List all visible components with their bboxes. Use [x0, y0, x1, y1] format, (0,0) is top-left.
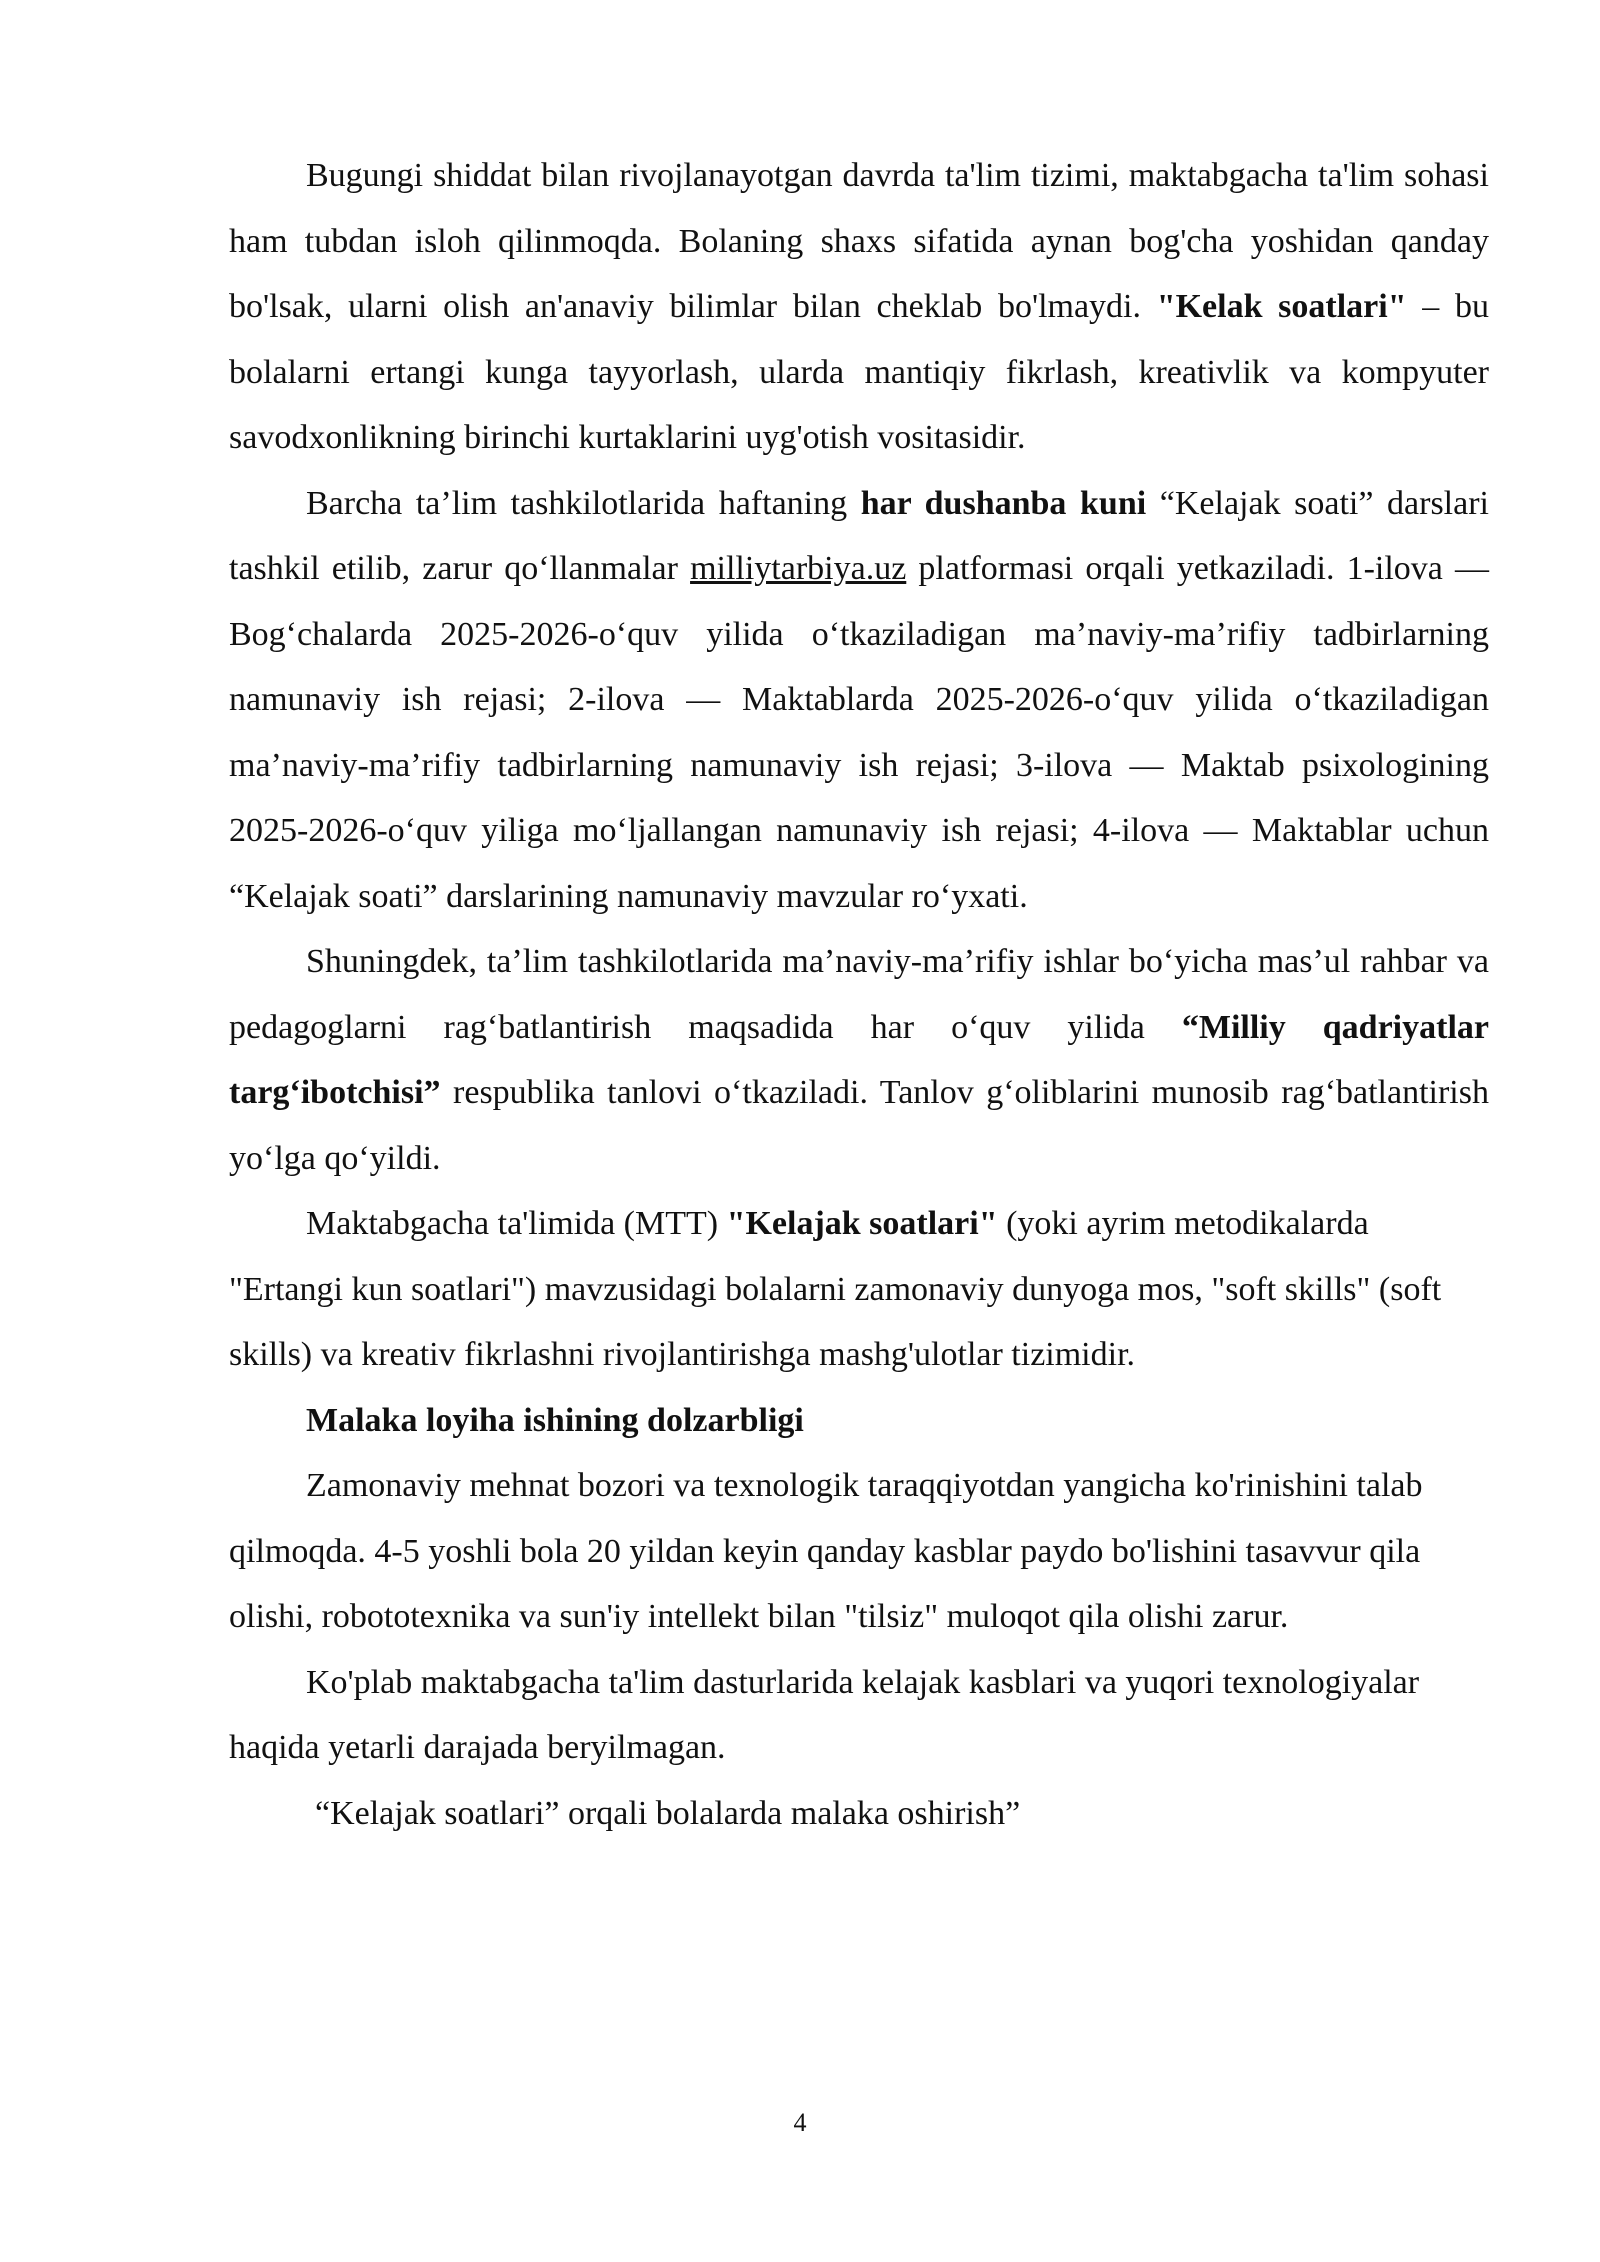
platform-link[interactable]: milliytarbiya.uz [690, 550, 907, 587]
section-heading: Malaka loyiha ishining dolzarbligi [306, 1401, 804, 1439]
paragraph-mondays-middle: “Kelajak soati” darslari tashkil etilib, zarur qo‘llanmalar [229, 484, 1489, 587]
page-body [229, 143, 1489, 1846]
paragraph-mtt-continuation: (yoki ayrim metodikalarda "Ertangi kun soatlari") mavzusidagi bolalarni zamonaviy dunyoga mos, "soft skills" (soft skills) va kreativ fikrlashni rivojlantirishga mashg'ulotlar tizimidir. [229, 1205, 1442, 1373]
paragraph-mtt [229, 1191, 1489, 1388]
paragraph-mtt-text: Maktabgacha ta'limida (MTT) [306, 1205, 727, 1242]
paragraph-intro-continuation: – bu bolalarni ertangi kunga tayyorlash, ularda mantiqiy fikrlash, kreativlik va kompyuter savodxonlikning birinchi kurtaklarini uyg'otish vositasidir. [229, 288, 1489, 456]
paragraph-intro [229, 143, 1489, 471]
page-number: 4 [793, 2108, 807, 2137]
bold-term-kelak-soatlari: "Kelak soatlari" [1156, 288, 1407, 325]
paragraph-competition [229, 929, 1489, 1191]
paragraph-mondays [229, 471, 1489, 930]
bold-term-har-dushanba: har dushanba kuni [860, 484, 1147, 522]
bold-term-kelajak-soatlari: "Kelajak soatlari" [726, 1205, 998, 1242]
paragraph-competition-text: Shuningdek, ta’lim tashkilotlarida ma’naviy-ma’rifiy ishlar bo‘yicha mas’ul rahbar va pedagoglarni rag‘batlantirish maqsadida har o‘quv yilida [229, 943, 1489, 1046]
paragraph-programs: Ko'plab maktabgacha ta'lim dasturlarida kelajak kasblari va yuqori texnologiyalar haqida yetarli darajada beryilmagan. [229, 1663, 1420, 1766]
paragraph-intro-text: Bugungi shiddat bilan rivojlanayotgan davrda ta'lim tizimi, maktabgacha ta'lim sohasi ham tubdan isloh qilinmoqda. Bolaning shaxs sifatida aynan bog'cha yoshidan qanday bo'lsak, ularni olish an'anaviy bilimlar bilan cheklab bo'lmaydi. [229, 157, 1489, 325]
paragraph-mondays-text: Barcha ta’lim tashkilotlarida haftaning [306, 484, 861, 522]
paragraph-closing: “Kelajak soatlari” orqali bolalarda malaka oshirish” [315, 1794, 1021, 1832]
paragraph-labor-market: Zamonaviy mehnat bozori va texnologik taraqqiyotdan yangicha ko'rinishini talab qilmoqda. 4-5 yoshli bola 20 yildan keyin qanday kasblar paydo bo'lishini tasavvur qila olishi, robototexnika va sun'iy intellekt bilan "tilsiz" muloqot qila olishi zarur. [229, 1467, 1423, 1635]
bold-term-milliy-qadriyatlar: “Milliy qadriyatlar targ‘ibotchisi” [229, 1008, 1489, 1111]
paragraph-competition-continuation: respublika tanlovi o‘tkaziladi. Tanlov g‘oliblarini munosib rag‘batlantirish yo‘lga qo‘yildi. [229, 1074, 1489, 1177]
paragraph-mondays-continuation: platformasi orqali yetkaziladi. 1-ilova — Bog‘chalarda 2025-2026-o‘quv yilida o‘tkaziladigan ma’naviy-ma’rifiy tadbirlarning namunaviy ish rejasi; 2-ilova — Maktablarda 2025-2026-o‘quv yilida o‘tkaziladigan ma’naviy-ma’rifiy tadbirlarning namunaviy ish rejasi; 3-ilova — Maktab psixologining 2025-2026-o‘quv yiliga mo‘ljallangan namunaviy ish rejasi; 4-ilova — Maktablar uchun “Kelajak soati” darslarining namunaviy mavzular ro‘yxati. [229, 550, 1489, 915]
